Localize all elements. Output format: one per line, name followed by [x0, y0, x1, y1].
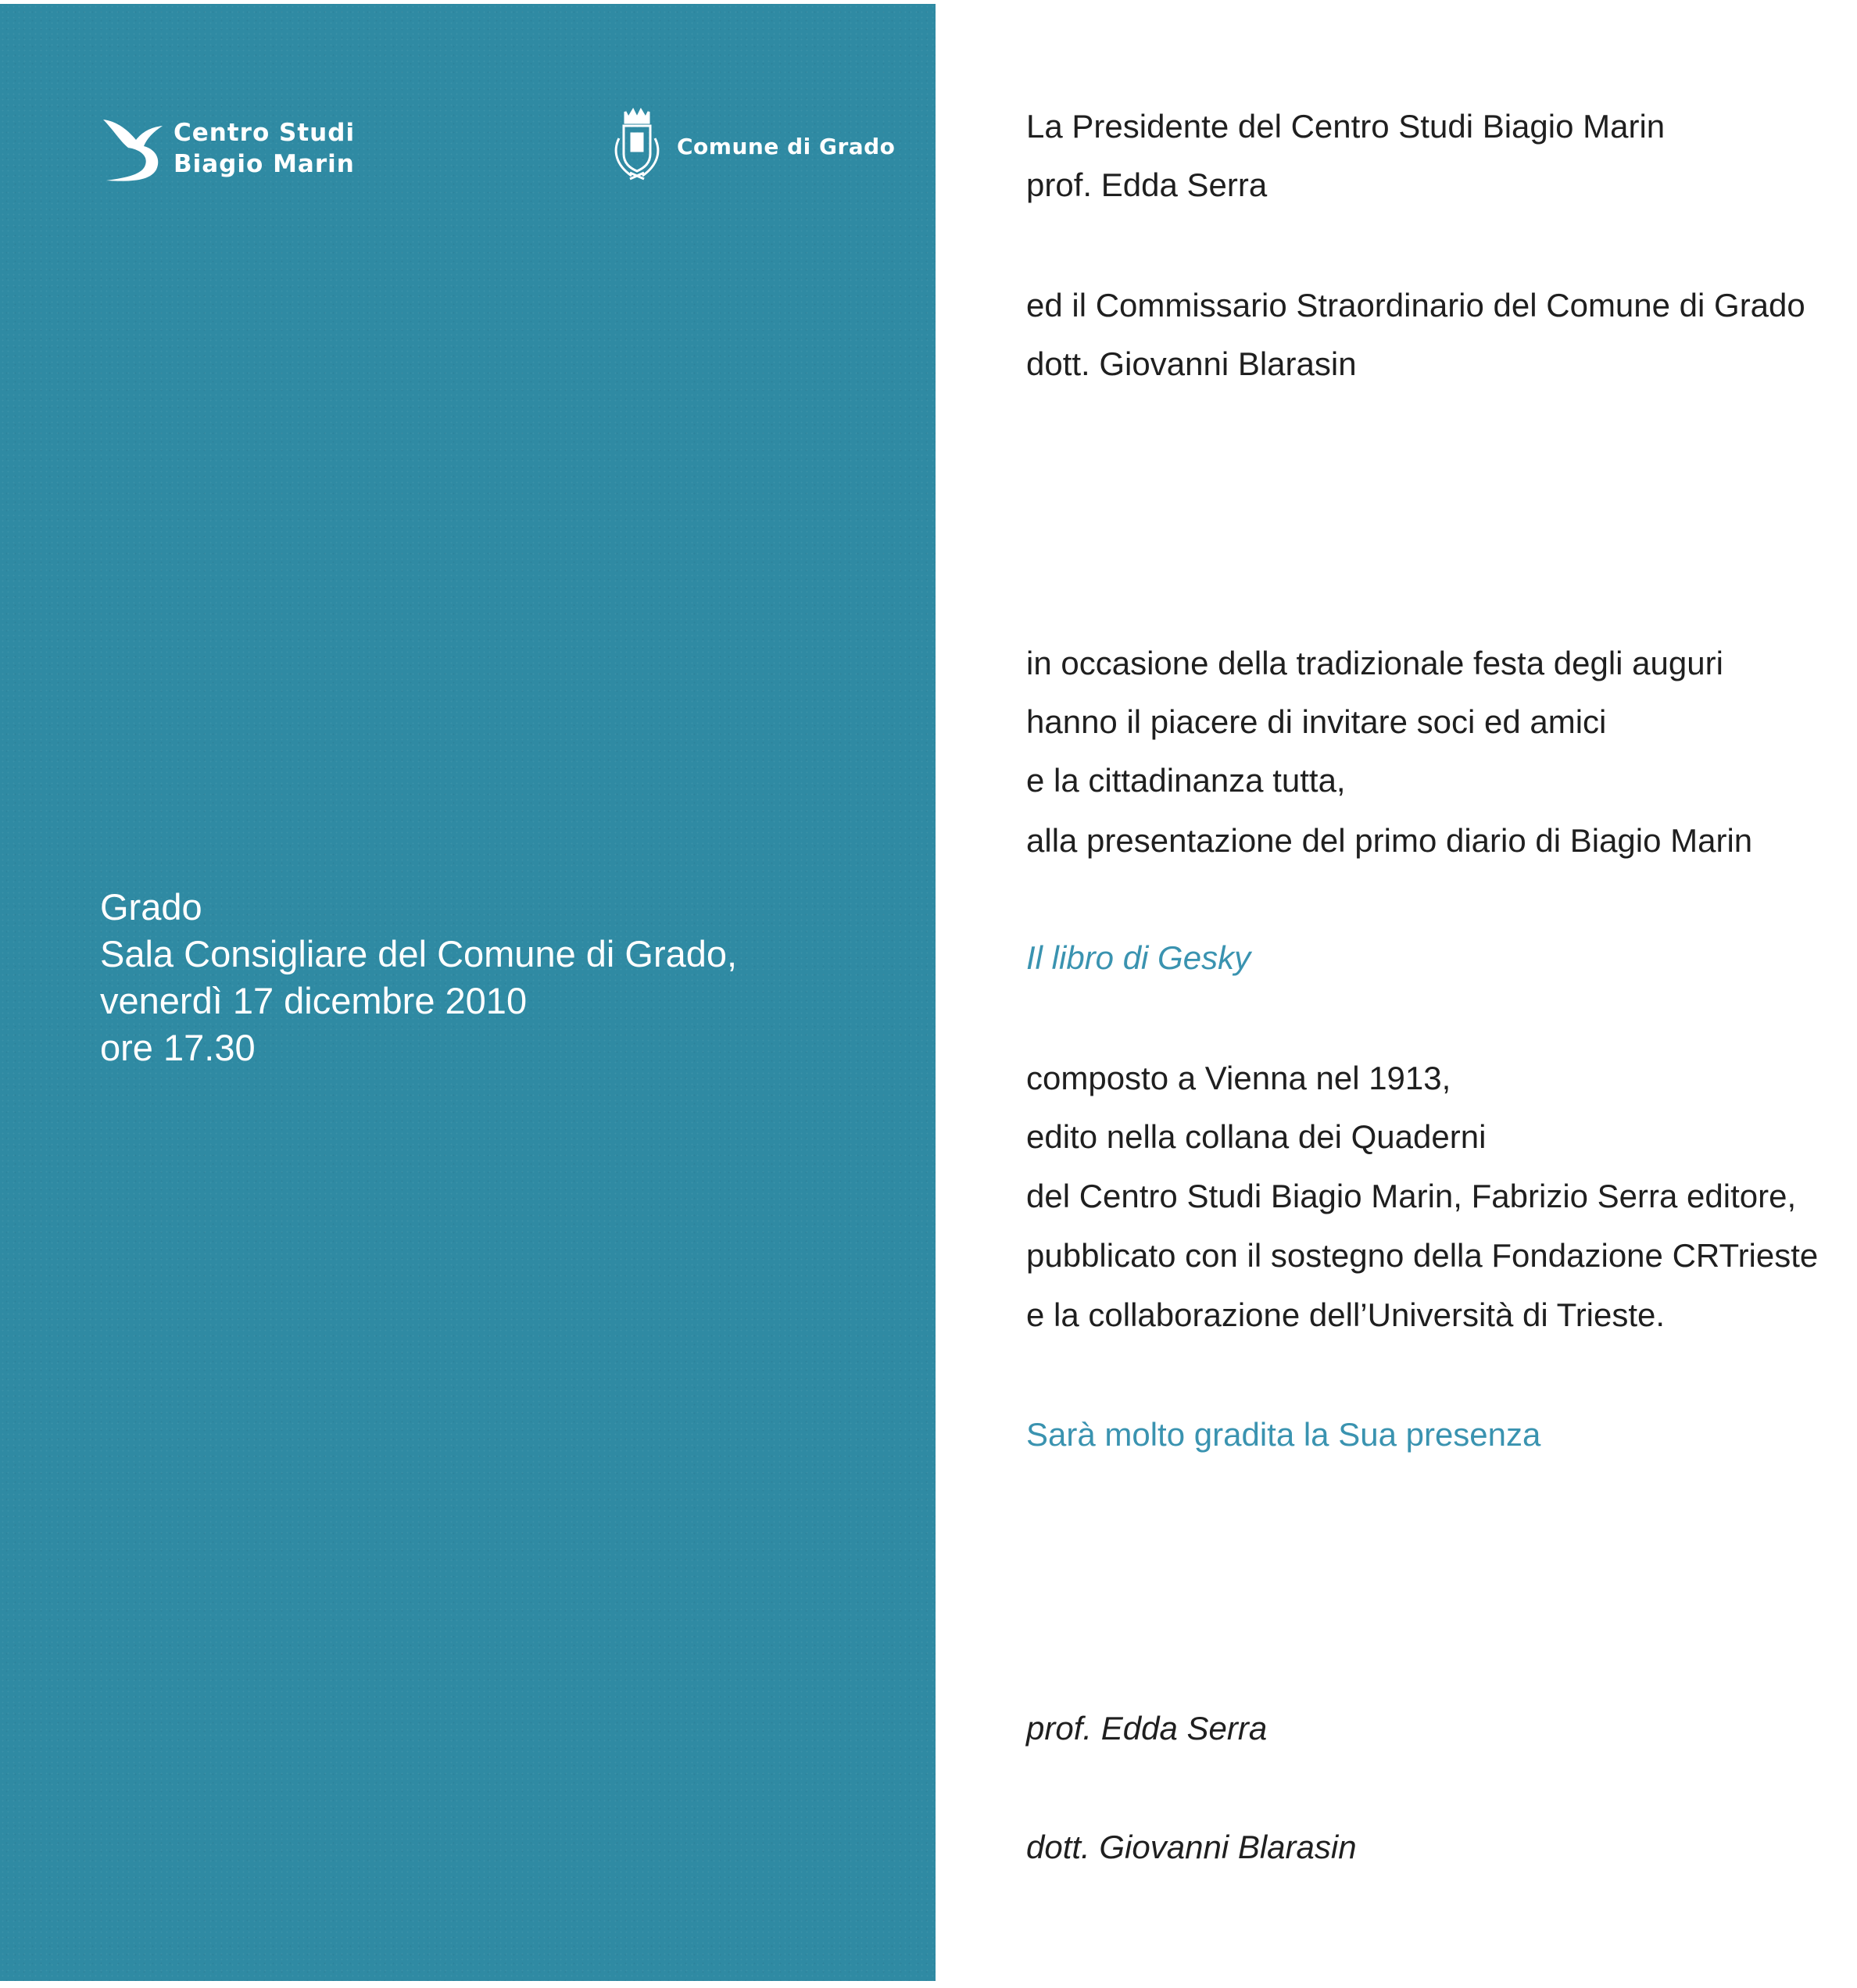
event-date: venerdì 17 dicembre 2010 — [100, 980, 528, 1021]
signature-commissioner: dott. Giovanni Blarasin — [1026, 1829, 1357, 1865]
commissioner-name: dott. Giovanni Blarasin — [1026, 345, 1357, 382]
venue-hall: Sala Consigliare del Comune di Grado, — [100, 933, 738, 974]
detail-line: del Centro Studi Biagio Marin, Fabrizio Serra editore, — [1026, 1178, 1797, 1214]
comune-grado-logo — [608, 107, 895, 185]
detail-line: pubblicato con il sostegno della Fondazione CRTrieste — [1026, 1237, 1819, 1274]
detail-line: edito nella collana dei Quaderni — [1026, 1118, 1487, 1155]
swallow-logo-icon — [102, 113, 164, 184]
coat-of-arms-icon — [608, 107, 666, 185]
president-title: La Presidente del Centro Studi Biagio Marin — [1026, 108, 1666, 145]
centro-studi-logo-text — [174, 117, 355, 180]
closing-line: Sarà molto gradita la Sua presenza — [1026, 1416, 1541, 1453]
president-name: prof. Edda Serra — [1026, 166, 1268, 203]
cover-panel — [0, 4, 936, 1981]
detail-line: e la collaborazione dell’Università di Trieste. — [1026, 1296, 1666, 1333]
logo-line-1: Centro Studi — [174, 119, 356, 147]
body-line: e la cittadinanza tutta, — [1026, 762, 1346, 799]
book-title: Il libro di Gesky — [1026, 939, 1251, 976]
event-time: ore 17.30 — [100, 1027, 256, 1068]
body-line: alla presentazione del primo diario di Biagio Marin — [1026, 822, 1753, 859]
body-line: hanno il piacere di invitare soci ed amici — [1026, 703, 1607, 740]
logo-line-2: Biagio Marin — [174, 150, 355, 178]
body-line: in occasione della tradizionale festa degli auguri — [1026, 645, 1723, 681]
signature-president: prof. Edda Serra — [1026, 1710, 1268, 1747]
comune-grado-label: Comune di Grado — [677, 133, 896, 159]
commissioner-title: ed il Commissario Straordinario del Comune di Grado — [1026, 287, 1805, 324]
venue-place: Grado — [100, 886, 202, 928]
event-venue-block — [100, 884, 737, 1071]
detail-line: composto a Vienna nel 1913, — [1026, 1060, 1451, 1096]
centro-studi-logo — [102, 113, 355, 184]
